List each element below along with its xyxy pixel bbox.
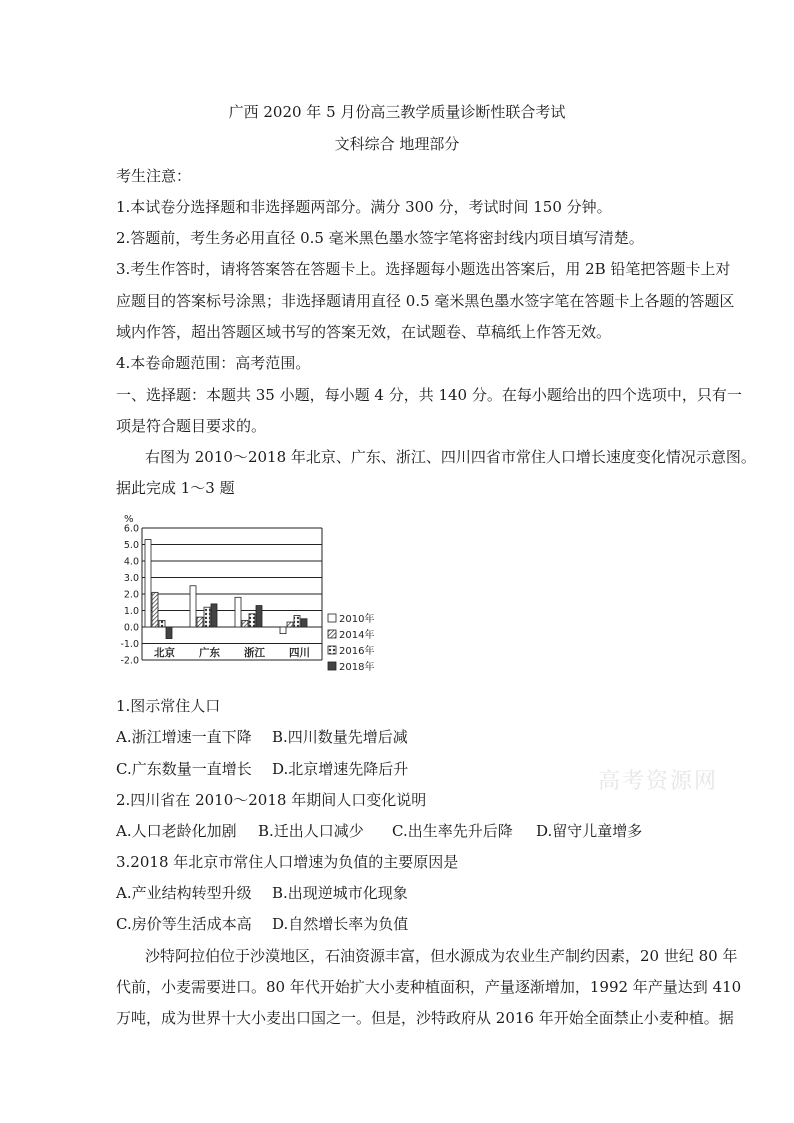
question-3-stem: 3.2018 年北京市常住人口增速为负值的主要原因是	[116, 853, 459, 871]
x-tick-label: 四川	[289, 646, 310, 659]
q3-option-d: D.自然增长率为负值	[272, 915, 409, 933]
q1-option-c: C.广东数量一直增长	[116, 760, 252, 778]
legend-label: 2010年	[339, 614, 375, 625]
q3-option-a: A.产业结构转型升级	[116, 884, 252, 902]
passage-line-3: 万吨，成为世界十大小麦出口国之一。但是，沙特政府从 2016 年开始全面禁止小麦种植。据	[116, 1009, 734, 1027]
y-tick-label: -1.0	[120, 639, 139, 650]
bar-3-1	[287, 622, 293, 627]
y-tick-label: 4.0	[123, 556, 139, 568]
y-tick-label: 3.0	[123, 573, 139, 584]
q3-option-b: B.出现逆城市化现象	[272, 884, 408, 902]
notice-line-1: 1.本试卷分选择题和非选择题两部分。满分 300 分，考试时间 150 分钟。	[116, 198, 612, 216]
q2-option-b: B.迁出人口减少	[258, 822, 364, 840]
notice-line-3: 3.考生作答时，请将答案答在答题卡上。选择题每小题选出答案后，用 2B 铅笔把答题卡上对	[116, 260, 731, 278]
q2-option-c: C.出生率先升后降	[392, 822, 513, 840]
bar-1-0	[190, 586, 196, 627]
bar-0-3	[166, 627, 172, 639]
q1-option-a: A.浙江增速一直下降	[116, 728, 252, 746]
y-tick-label: 2.0	[123, 589, 139, 601]
bar-2-3	[256, 606, 262, 627]
legend-swatch	[328, 662, 336, 670]
population-growth-chart	[112, 508, 382, 684]
y-unit-label: %	[124, 514, 134, 525]
x-axis-labels	[154, 646, 310, 659]
y-tick-label: 0.0	[123, 622, 139, 634]
passage-line-2: 代前，小麦需要进口。80 年代开始扩大小麦种植面积，产量逐渐增加，1992 年产量达到 410	[116, 978, 742, 996]
question-1-stem: 1.图示常住人口	[116, 697, 221, 715]
exam-title: 广西 2020 年 5 月份高三教学质量诊断性联合考试	[228, 103, 566, 121]
notice-heading: 考生注意：	[116, 167, 192, 185]
x-tick-label: 广东	[199, 646, 220, 659]
intro-line-1: 右图为 2010～2018 年北京、广东、浙江、四川四省市常住人口增长速度变化情况示意图。	[145, 448, 756, 466]
notice-line-4: 应题目的答案标号涂黑；非选择题请用直径 0.5 毫米黑色墨水签字笔在答题卡上各题的答题区	[116, 292, 735, 310]
bar-0-1	[152, 592, 158, 627]
chart-grid	[142, 528, 322, 660]
passage-line-1: 沙特阿拉伯位于沙漠地区，石油资源丰富，但水源成为农业生产制约因素，20 世纪 80 年	[145, 947, 738, 965]
bar-1-1	[197, 617, 203, 627]
bar-3-2	[294, 615, 300, 627]
bar-1-3	[211, 604, 217, 627]
q3-option-c: C.房价等生活成本高	[116, 915, 252, 933]
bar-0-2	[159, 620, 165, 627]
y-tick-label: -2.0	[120, 655, 139, 667]
chart-legend	[328, 612, 374, 673]
bar-2-2	[249, 614, 255, 627]
q2-option-a: A.人口老龄化加剧	[116, 822, 237, 840]
bar-3-0	[280, 627, 286, 634]
intro-line-2: 据此完成 1～3 题	[116, 479, 235, 497]
q1-option-b: B.四川数量先增后减	[272, 728, 408, 746]
x-tick-label: 浙江	[244, 646, 265, 659]
notice-line-5: 域内作答，超出答题区域书写的答案无效，在试题卷、草稿纸上作答无效。	[116, 323, 612, 341]
chart-bars	[145, 540, 307, 639]
question-2-stem: 2.四川省在 2010～2018 年期间人口变化说明	[116, 791, 427, 809]
exam-subtitle: 文科综合 地理部分	[334, 135, 460, 153]
bar-0-0	[145, 540, 151, 627]
bar-1-2	[204, 607, 210, 627]
y-tick-label: 1.0	[123, 606, 139, 617]
bar-2-1	[242, 620, 248, 627]
legend-label: 2014年	[339, 630, 375, 641]
notice-line-2: 2.答题前，考生务必用直径 0.5 毫米黑色墨水签字笔将密封线内项目填写清楚。	[116, 229, 644, 247]
y-tick-label: 5.0	[123, 540, 139, 551]
legend-swatch	[328, 646, 336, 654]
q2-option-d: D.留守儿童增多	[536, 822, 643, 840]
y-tick-label: 6.0	[123, 523, 139, 535]
legend-swatch	[328, 630, 336, 638]
notice-line-6: 4.本卷命题范围：高考范围。	[116, 354, 311, 372]
bar-3-3	[301, 619, 307, 627]
section-line-2: 项是符合题目要求的。	[116, 417, 267, 435]
x-tick-label: 北京	[154, 646, 175, 659]
legend-label: 2018年	[339, 662, 375, 673]
bar-2-0	[235, 597, 241, 627]
legend-swatch	[328, 614, 336, 622]
section-line-1: 一、选择题：本题共 35 小题，每小题 4 分，共 140 分。在每小题给出的四个选项中，只有一	[116, 386, 742, 404]
watermark: 高考资源网	[598, 769, 719, 794]
q1-option-d: D.北京增速先降后升	[272, 760, 409, 778]
y-axis-ticks	[120, 524, 139, 667]
legend-label: 2016年	[339, 646, 375, 657]
